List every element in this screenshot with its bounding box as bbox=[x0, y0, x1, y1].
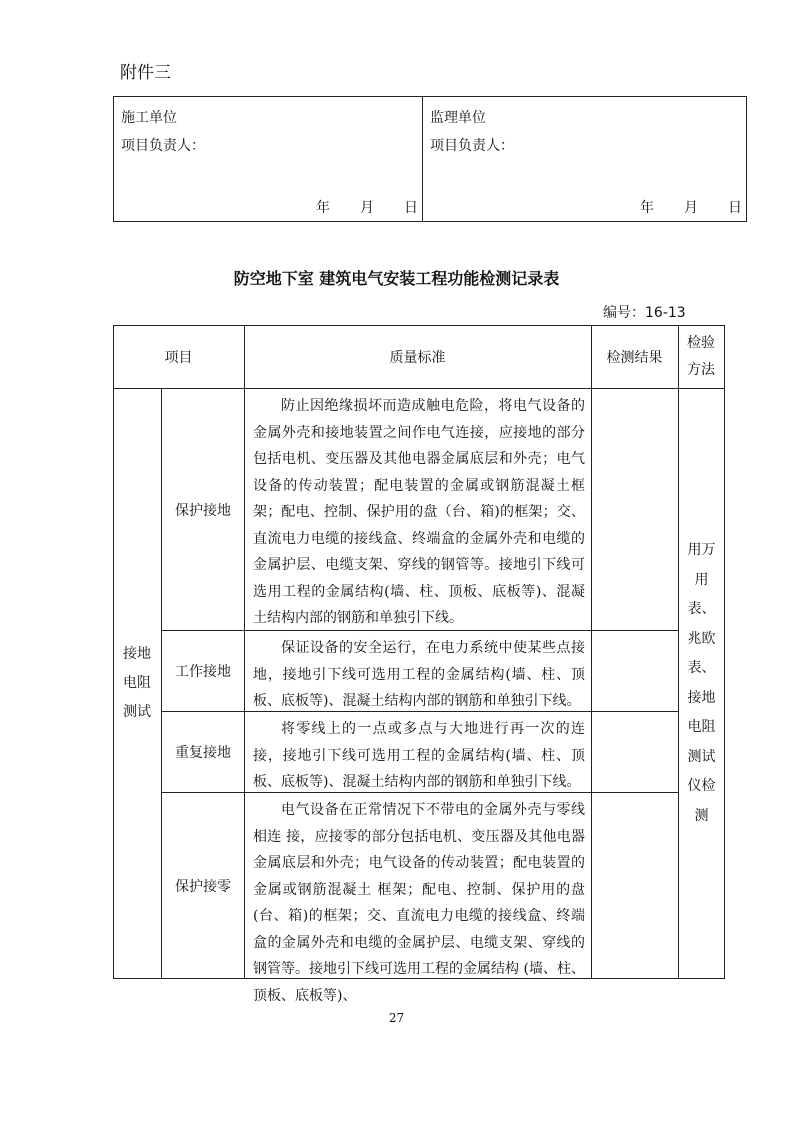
row-result[interactable] bbox=[592, 389, 678, 630]
row-name: 保护接地 bbox=[175, 502, 231, 519]
year-label: 年 bbox=[316, 200, 330, 216]
table-border bbox=[724, 325, 725, 979]
month-label: 月 bbox=[684, 200, 698, 216]
row-standard: 保证设备的安全运行，在电力系统中使某些点接地，接地引下线可选用工程的金属结构(墙、柱、顶板、底板等)、混凝土结构内部的钢筋和单独引下线。 bbox=[253, 640, 585, 709]
supervisor-date bbox=[640, 197, 746, 217]
header-method bbox=[682, 325, 720, 388]
supervisor-unit-label: 监理单位 bbox=[430, 110, 486, 126]
row-name: 保护接零 bbox=[175, 878, 231, 895]
row-result[interactable] bbox=[592, 631, 678, 711]
contractor-unit-label: 施工单位 bbox=[121, 110, 177, 126]
header-item: 项目 bbox=[164, 349, 193, 366]
row-standard: 电气设备在正常情况下不带电的金属外壳与零线相连 接，应接零的部分包括电机、变压器及其他电器金属底层和外壳；电气设备的传动装置；配电装置的金属或钢筋混凝土 框架；配电、控制、保护用的盘(台、箱)的框架；交、直流电力电缆的接线盒、终端盒的金属外壳和电缆的金属护层、电缆支架、穿线的钢管等。接地引下线可选用工程的金属结构 (墙、柱、顶板、底板等)、 bbox=[253, 802, 585, 1004]
method-text: 用万用表、兆欧表、接地电阻测试仪检测 bbox=[687, 542, 716, 824]
page-number: 27 bbox=[388, 1011, 405, 1025]
attachment-label: 附件三 bbox=[120, 63, 171, 83]
row-name: 重复接地 bbox=[175, 745, 231, 761]
month-label: 月 bbox=[360, 200, 374, 216]
row-standard: 将零线上的一点或多点与大地进行再一次的连接，接地引下线可选用工程的金属结构(墙、柱、顶板、底板等)、混凝土结构内部的钢筋和单独引下线。 bbox=[253, 721, 585, 790]
year-label: 年 bbox=[640, 200, 654, 216]
contractor-lead-label: 项目负责人： bbox=[121, 138, 205, 154]
header-method-text: 检验方法 bbox=[687, 334, 715, 378]
row-result[interactable] bbox=[592, 712, 678, 792]
category-label: 接地电阻测试 bbox=[123, 646, 151, 720]
day-label: 日 bbox=[404, 200, 418, 216]
row-name: 工作接地 bbox=[175, 664, 231, 680]
document-title: 防空地下室 建筑电气安装工程功能检测记录表 bbox=[233, 269, 560, 288]
contractor-date bbox=[316, 197, 422, 217]
signature-table bbox=[113, 96, 747, 222]
row-standard: 防止因绝缘损坏而造成触电危险，将电气设备的金属外壳和接地装置之间作电气连接，应接地的部分包括电机、变压器及其他电器金属底层和外壳；电气设备的传动装置；配电装置的金属或钢筋混凝土框架；配电、控制、保护用的盘（台、箱)的框架；交、直流电力电缆的接线盒、终端盒的金属外壳和电缆的金属护层、电缆支架、穿线的钢管等。接地引下线可选用工程的金属结构(墙、柱、顶板、底板等)、混凝土结构内部的钢筋和单独引下线。 bbox=[253, 398, 585, 626]
category-cell bbox=[113, 389, 161, 978]
supervisor-lead-label: 项目负责人： bbox=[430, 138, 514, 154]
row-result[interactable] bbox=[592, 793, 678, 978]
header-result: 检测结果 bbox=[606, 349, 663, 366]
day-label: 日 bbox=[728, 200, 742, 216]
contractor-signature-cell bbox=[114, 97, 423, 221]
document-number: 编号：16-13 bbox=[603, 305, 686, 321]
method-cell bbox=[679, 389, 724, 978]
header-standard: 质量标准 bbox=[389, 349, 446, 366]
supervisor-signature-cell bbox=[423, 97, 746, 221]
inspection-table bbox=[113, 325, 725, 1004]
